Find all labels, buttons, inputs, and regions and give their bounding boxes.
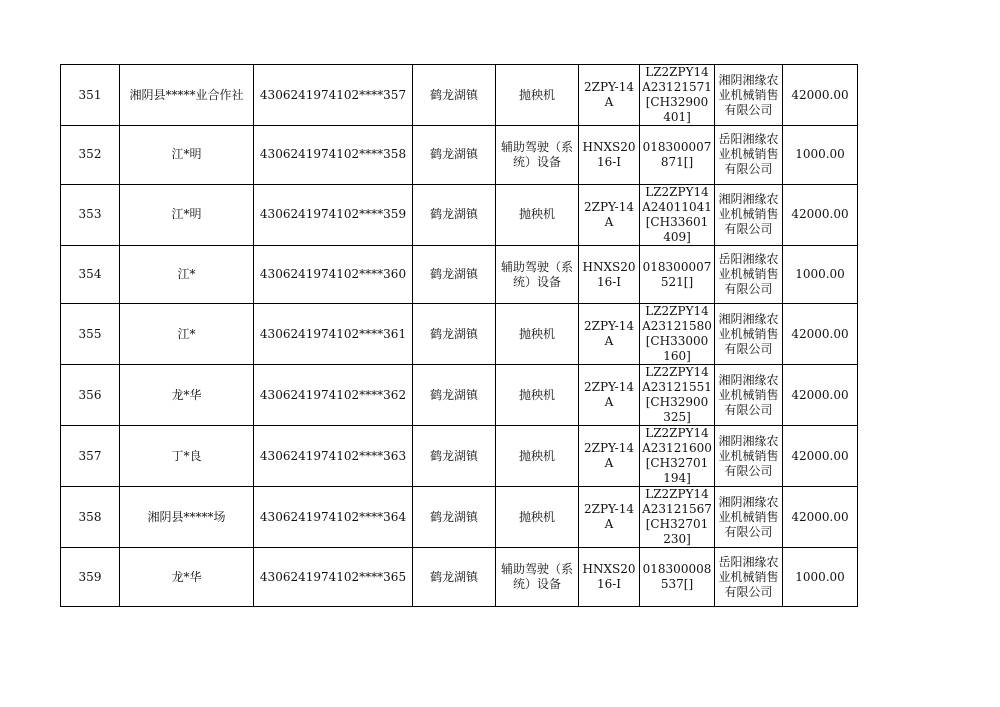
machine-type-cell: 抛秧机 [496, 184, 579, 245]
serial-number-cell: 018300007871[] [640, 126, 715, 185]
town-cell: 鹤龙湖镇 [413, 365, 496, 426]
town-cell: 鹤龙湖镇 [413, 245, 496, 304]
subsidy-table [60, 64, 858, 607]
table-row [61, 548, 858, 607]
serial-number-cell: LZ2ZPY14A23121580[CH33000160] [640, 304, 715, 365]
machine-type-cell: 抛秧机 [496, 304, 579, 365]
id-number-cell: 4306241974102****363 [254, 426, 413, 487]
seller-cell [715, 126, 783, 185]
applicant-name-cell: 龙*华 [120, 365, 254, 426]
subsidy-amount-cell: 42000.00 [783, 365, 858, 426]
id-number-cell: 4306241974102****362 [254, 365, 413, 426]
subsidy-amount-cell: 42000.00 [783, 426, 858, 487]
seller-cell [715, 426, 783, 487]
table-row [61, 126, 858, 185]
id-number-cell: 4306241974102****361 [254, 304, 413, 365]
subsidy-amount-cell: 1000.00 [783, 548, 858, 607]
seller-text: 岳阳湘缘农业机械销售有限公司 [718, 554, 779, 599]
id-number-cell: 4306241974102****360 [254, 245, 413, 304]
id-number-cell: 4306241974102****365 [254, 548, 413, 607]
seller-cell [715, 65, 783, 126]
seller-cell [715, 365, 783, 426]
applicant-name-cell: 湘阴县*****场 [120, 487, 254, 548]
seller-text: 岳阳湘缘农业机械销售有限公司 [718, 252, 779, 297]
subsidy-amount-cell: 42000.00 [783, 184, 858, 245]
seller-text: 湘阴湘缘农业机械销售有限公司 [718, 311, 779, 356]
table-body [61, 65, 858, 607]
subsidy-amount-cell: 1000.00 [783, 126, 858, 185]
serial-number-cell: LZ2ZPY14A24011041[CH33601409] [640, 184, 715, 245]
serial-number-cell: 018300008537[] [640, 548, 715, 607]
seller-text: 岳阳湘缘农业机械销售有限公司 [718, 132, 779, 177]
town-cell: 鹤龙湖镇 [413, 304, 496, 365]
table-row [61, 365, 858, 426]
town-cell: 鹤龙湖镇 [413, 548, 496, 607]
row-number-cell: 359 [61, 548, 120, 607]
subsidy-amount-cell: 1000.00 [783, 245, 858, 304]
table-row [61, 304, 858, 365]
model-cell: 2ZPY-14A [579, 184, 640, 245]
serial-number-cell: 018300007521[] [640, 245, 715, 304]
row-number-cell: 354 [61, 245, 120, 304]
serial-number-cell: LZ2ZPY14A23121600[CH32701194] [640, 426, 715, 487]
applicant-name-cell: 江* [120, 304, 254, 365]
subsidy-amount-cell: 42000.00 [783, 65, 858, 126]
subsidy-amount-cell: 42000.00 [783, 487, 858, 548]
town-cell: 鹤龙湖镇 [413, 126, 496, 185]
seller-cell [715, 245, 783, 304]
table-row [61, 487, 858, 548]
table-row [61, 245, 858, 304]
seller-cell [715, 184, 783, 245]
model-cell: 2ZPY-14A [579, 65, 640, 126]
applicant-name-cell: 湘阴县*****业合作社 [120, 65, 254, 126]
model-cell: HNXS2016-I [579, 126, 640, 185]
model-cell: 2ZPY-14A [579, 304, 640, 365]
id-number-cell: 4306241974102****358 [254, 126, 413, 185]
applicant-name-cell: 江* [120, 245, 254, 304]
machine-type-cell: 抛秧机 [496, 487, 579, 548]
row-number-cell: 353 [61, 184, 120, 245]
machine-type-cell: 辅助驾驶（系统）设备 [496, 245, 579, 304]
applicant-name-cell: 江*明 [120, 126, 254, 185]
row-number-cell: 355 [61, 304, 120, 365]
seller-cell [715, 304, 783, 365]
machine-type-cell: 抛秧机 [496, 426, 579, 487]
id-number-cell: 4306241974102****357 [254, 65, 413, 126]
model-cell: HNXS2016-I [579, 548, 640, 607]
applicant-name-cell: 丁*良 [120, 426, 254, 487]
town-cell: 鹤龙湖镇 [413, 184, 496, 245]
machine-type-cell: 辅助驾驶（系统）设备 [496, 126, 579, 185]
seller-cell [715, 548, 783, 607]
seller-text: 湘阴湘缘农业机械销售有限公司 [718, 192, 779, 237]
table-row [61, 426, 858, 487]
seller-cell [715, 487, 783, 548]
applicant-name-cell: 江*明 [120, 184, 254, 245]
row-number-cell: 357 [61, 426, 120, 487]
serial-number-cell: LZ2ZPY14A23121567[CH32701230] [640, 487, 715, 548]
machine-type-cell: 抛秧机 [496, 65, 579, 126]
model-cell: 2ZPY-14A [579, 426, 640, 487]
serial-number-cell: LZ2ZPY14A23121571[CH32900401] [640, 65, 715, 126]
town-cell: 鹤龙湖镇 [413, 65, 496, 126]
model-cell: 2ZPY-14A [579, 487, 640, 548]
machine-type-cell: 抛秧机 [496, 365, 579, 426]
serial-number-cell: LZ2ZPY14A23121551[CH32900325] [640, 365, 715, 426]
subsidy-amount-cell: 42000.00 [783, 304, 858, 365]
table-row [61, 65, 858, 126]
seller-text: 湘阴湘缘农业机械销售有限公司 [718, 433, 779, 478]
row-number-cell: 356 [61, 365, 120, 426]
town-cell: 鹤龙湖镇 [413, 487, 496, 548]
applicant-name-cell: 龙*华 [120, 548, 254, 607]
model-cell: 2ZPY-14A [579, 365, 640, 426]
town-cell: 鹤龙湖镇 [413, 426, 496, 487]
id-number-cell: 4306241974102****364 [254, 487, 413, 548]
model-cell: HNXS2016-I [579, 245, 640, 304]
seller-text: 湘阴湘缘农业机械销售有限公司 [718, 372, 779, 417]
id-number-cell: 4306241974102****359 [254, 184, 413, 245]
row-number-cell: 358 [61, 487, 120, 548]
seller-text: 湘阴湘缘农业机械销售有限公司 [718, 494, 779, 539]
machine-type-cell: 辅助驾驶（系统）设备 [496, 548, 579, 607]
row-number-cell: 352 [61, 126, 120, 185]
table-row [61, 184, 858, 245]
row-number-cell: 351 [61, 65, 120, 126]
seller-text: 湘阴湘缘农业机械销售有限公司 [718, 72, 779, 117]
